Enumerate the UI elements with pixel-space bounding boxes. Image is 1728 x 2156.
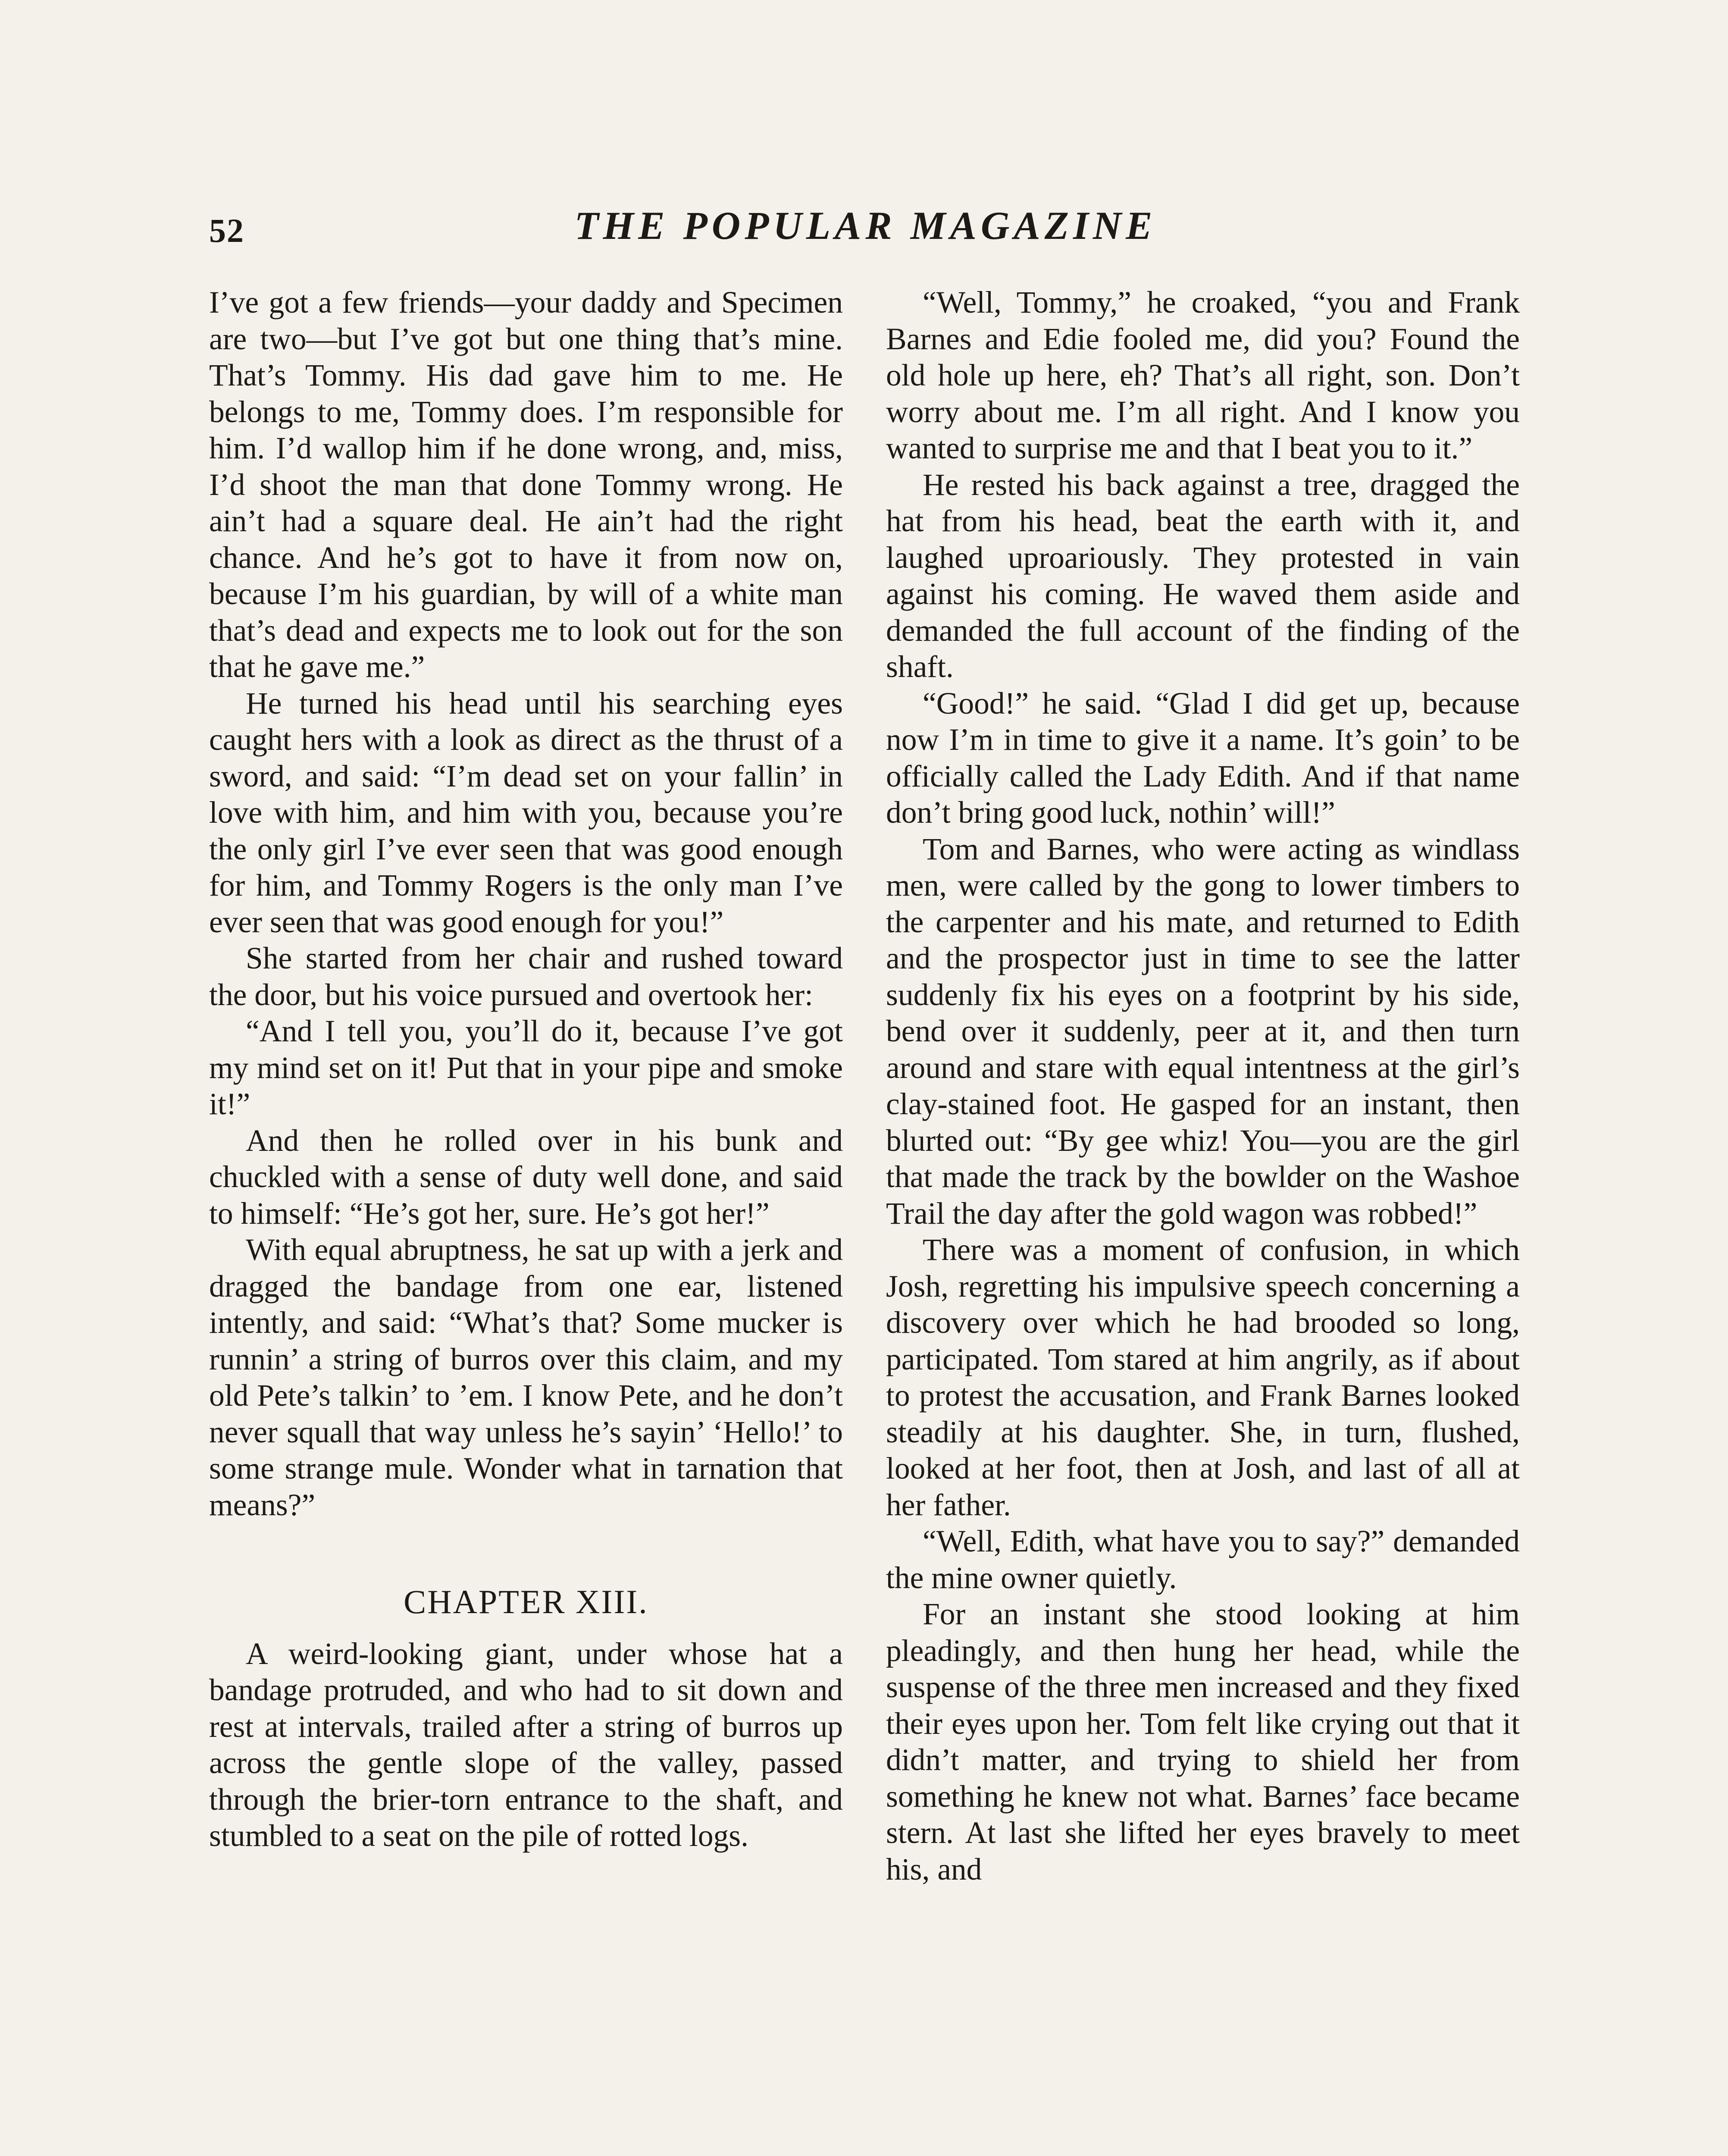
paragraph: She started from her chair and rushed toward the door, but his voice pursued and overtook her: xyxy=(209,941,843,1012)
paragraph: With equal abruptness, he sat up with a jerk and dragged the bandage from one ear, listened intently, and said: “What’s that? Some mucker is runnin’ a string of burros over this claim, and my old Pete’s talkin’ to ’em. I know Pete, and he don’t never squall that way unless he’s sayin’ ‘Hello!’ to some strange mule. Wonder what in tarnation that means?” xyxy=(209,1233,843,1522)
paragraph: There was a moment of confusion, in which Josh, regretting his impulsive speech concerning a discovery over which he had brooded so long, participated. Tom stared at him angrily, as if about to protest the accusation, and Frank Barnes looked steadily at his daughter. She, in turn, flushed, looked at her foot, then at Josh, and last of all at her father. xyxy=(886,1233,1520,1522)
paragraph: I’ve got a few friends—your daddy and Specimen are two—but I’ve got but one thing that’s mine. That’s Tommy. His dad gave him to me. He belongs to me, Tommy does. I’m responsible for him. I’d wallop him if he done wrong, and, miss, I’d shoot the man that done Tommy wrong. He ain’t had a square deal. He ain’t had the right chance. And he’s got to have it from now on, because I’m his guardian, by will of a white man that’s dead and expects me to look out for the son that he gave me.” xyxy=(209,285,843,684)
running-title: THE POPULAR MAGAZINE xyxy=(574,204,1157,248)
paragraph: For an instant she stood looking at him pleadingly, and then hung her head, while the suspense of the three men increased and they fixed their eyes upon her. Tom felt like crying out that it didn’t matter, and trying to shield her from something he knew not what. Barnes’ face became stern. At last she lifted her eyes bravely to meet his, and xyxy=(886,1597,1520,1887)
paragraph: “And I tell you, you’ll do it, because I’ve got my mind set on it! Put that in your pipe and smoke it!” xyxy=(209,1014,843,1121)
paragraph: “Well, Edith, what have you to say?” demanded the mine owner quietly. xyxy=(886,1524,1520,1595)
chapter-heading: CHAPTER XIII. xyxy=(404,1583,648,1620)
page-number: 52 xyxy=(209,212,244,249)
left-column xyxy=(209,285,843,1855)
right-column xyxy=(886,285,1520,1888)
paragraph: “Well, Tommy,” he croaked, “you and Frank Barnes and Edie fooled me, did you? Found the old hole up here, eh? That’s all right, son. Don’t worry about me. I’m all right. And I know you wanted to surprise me and that I beat you to it.” xyxy=(886,285,1520,465)
paragraph: Tom and Barnes, who were acting as windlass men, were called by the gong to lower timbers to the carpenter and his mate, and returned to Edith and the prospector just in time to see the latter suddenly fix his eyes on a footprint by his side, bend over it suddenly, peer at it, and then turn around and stare with equal intentness at the girl’s clay-stained foot. He gasped for an instant, then blurted out: “By gee whiz! You—you are the girl that made the track by the bowlder on the Washoe Trail the day after the gold wagon was robbed!” xyxy=(886,832,1520,1231)
paragraph: A weird-looking giant, under whose hat a bandage protruded, and who had to sit down and rest at intervals, trailed after a string of burros up across the gentle slope of the valley, passed through the brier-torn entrance to the shaft, and stumbled to a seat on the pile of rotted logs. xyxy=(209,1636,843,1853)
page-header xyxy=(209,203,1522,259)
paragraph: And then he rolled over in his bunk and chuckled with a sense of duty well done, and said to himself: “He’s got her, sure. He’s got her!” xyxy=(209,1123,843,1231)
paragraph: He turned his head until his searching eyes caught hers with a look as direct as the thrust of a sword, and said: “I’m dead set on your fallin’ in love with him, and him with you, because you’re the only girl I’ve ever seen that was good enough for him, and Tommy Rogers is the only man I’ve ever seen that was good enough for you!” xyxy=(209,686,843,939)
paragraph: “Good!” he said. “Glad I did get up, because now I’m in time to give it a name. It’s goin’ to be officially called the Lady Edith. And if that name don’t bring good luck, nothin’ will!” xyxy=(886,686,1520,830)
paragraph: He rested his back against a tree, dragged the hat from his head, beat the earth with it, and laughed uproariously. They protested in vain against his coming. He waved them aside and demanded the full account of the finding of the shaft. xyxy=(886,467,1520,684)
